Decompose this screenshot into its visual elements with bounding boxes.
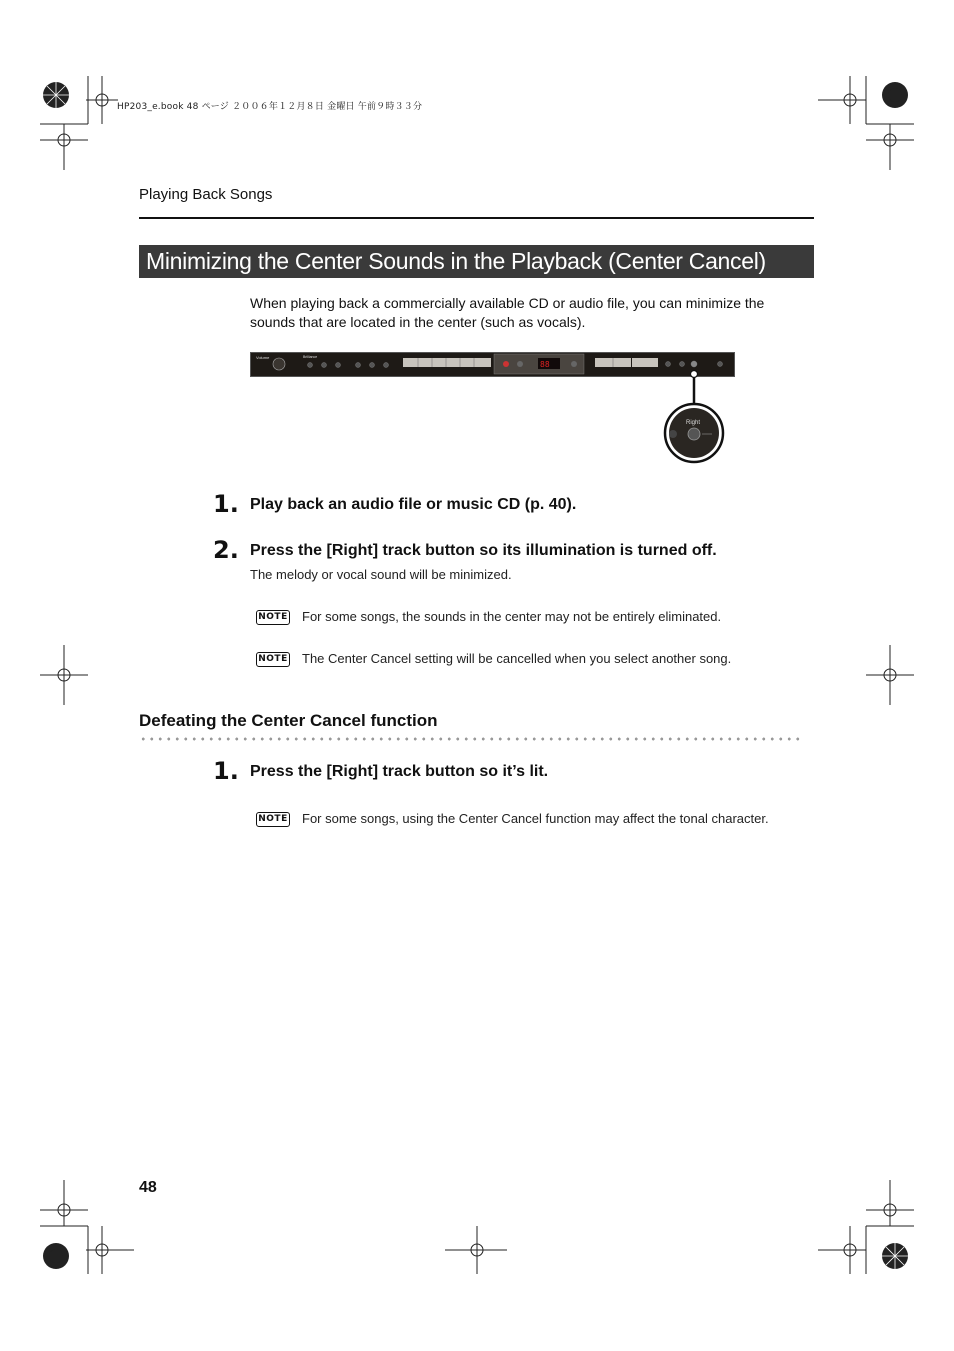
note-text: The Center Cancel setting will be cancelled when you select another song.: [302, 651, 732, 666]
dotted-rule: [139, 737, 804, 741]
step-number: 1.: [213, 490, 239, 518]
step-detail: The melody or vocal sound will be minimized.: [250, 567, 512, 582]
intro-paragraph: When playing back a commercially available CD or audio file, you can minimize the sounds that are located in the center (such as vocals).: [250, 295, 765, 330]
running-header: Playing Back Songs: [139, 186, 273, 203]
note-badge: NOTE: [256, 652, 290, 667]
note-text: For some songs, using the Center Cancel function may affect the tonal character.: [302, 811, 769, 826]
step-number: 2.: [213, 536, 239, 564]
note-badge: NOTE: [256, 812, 290, 827]
volume-knob: [273, 358, 285, 370]
callout-right-label: Right: [686, 420, 701, 426]
brilliance-label: Brilliance: [303, 355, 318, 359]
right-track-button: [688, 428, 700, 440]
subsection-title: Defeating the Center Cancel function: [139, 711, 438, 730]
volume-label: Volume: [256, 355, 270, 360]
note-text: For some songs, the sounds in the center may not be entirely eliminated.: [302, 609, 722, 624]
note-badge: NOTE: [256, 610, 290, 625]
page-title: Minimizing the Center Sounds in the Playback (Center Cancel): [146, 248, 766, 274]
step-number: 1.: [213, 757, 239, 785]
page-number: 48: [139, 1179, 157, 1196]
file-info: HP203_e.book 48 ページ ２００６年１２月８日 金曜日 午前９時３３分: [117, 102, 423, 112]
step-text: Press the [Right] track button so its illumination is turned off.: [250, 542, 717, 559]
step-text: Press the [Right] track button so it’s lit.: [250, 763, 549, 780]
svg-text:88: 88: [540, 360, 550, 369]
step-text: Play back an audio file or music CD (p. 40).: [250, 496, 577, 513]
